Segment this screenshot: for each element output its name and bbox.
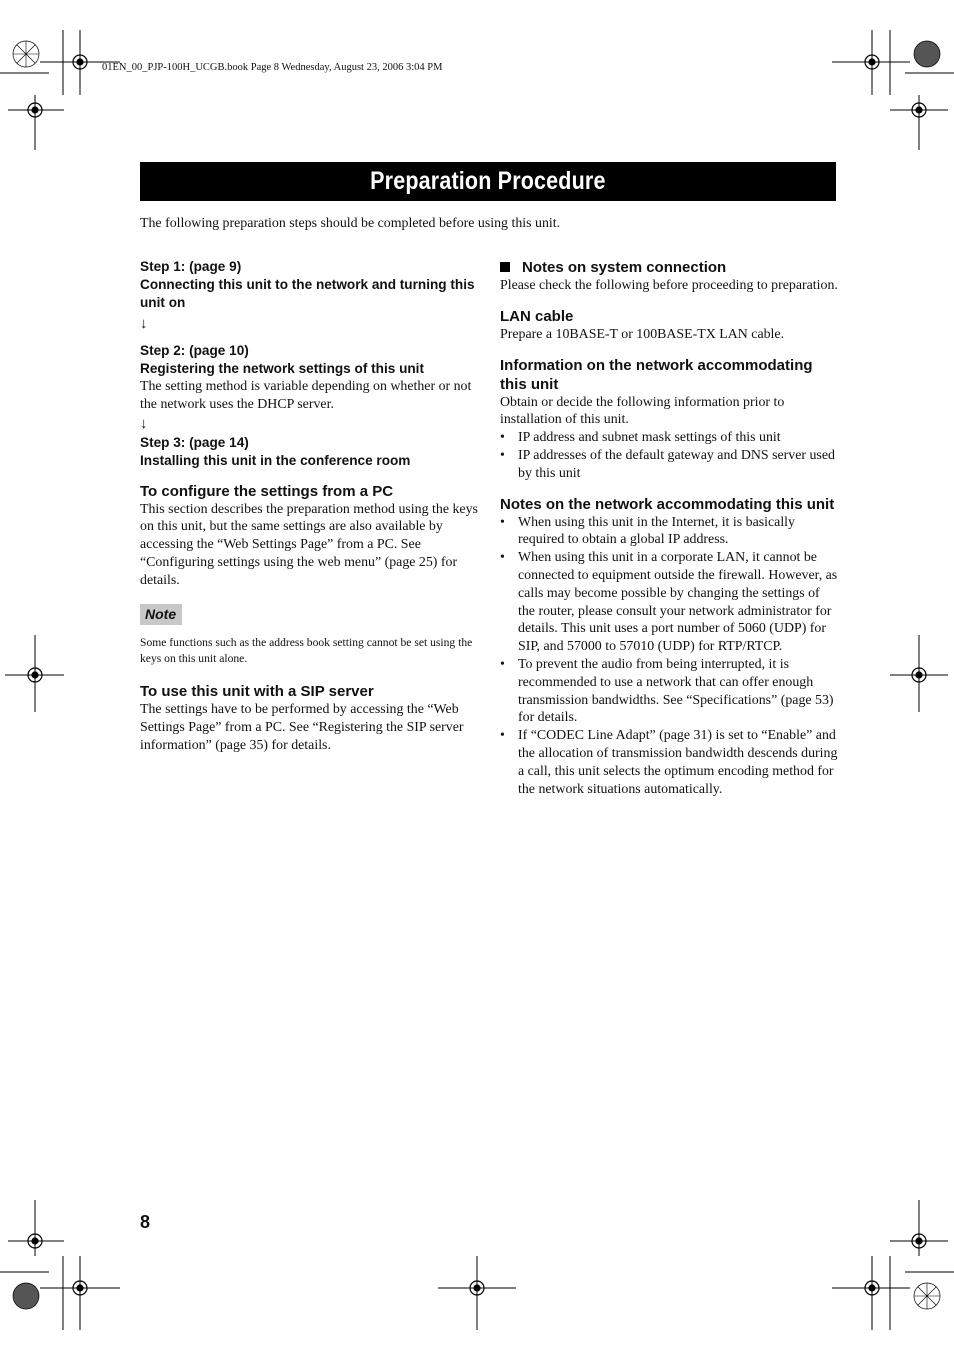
step-3-label: Step 3: (page 14) bbox=[140, 434, 249, 450]
note-label: Note bbox=[140, 604, 182, 625]
lan-cable-heading: LAN cable bbox=[500, 307, 574, 325]
square-bullet-icon bbox=[500, 262, 510, 272]
note-text: Some functions such as the address book setting cannot be set using the keys on this unit alone. bbox=[140, 635, 473, 666]
network-notes-list bbox=[500, 514, 840, 799]
list-item: • When using this unit in the Internet, it is basically required to obtain a global IP address. bbox=[500, 514, 840, 550]
lan-cable-text: Prepare a 10BASE-T or 100BASE-TX LAN cable. bbox=[500, 326, 785, 342]
system-connection-heading bbox=[500, 258, 840, 277]
network-info-text: Obtain or decide the following information prior to installation of this unit. bbox=[500, 394, 785, 428]
step-2-description: The setting method is variable depending on whether or not the network uses the DHCP server. bbox=[140, 379, 472, 412]
list-item: • When using this unit in a corporate LAN, it cannot be connected to equipment outside the firewall. However, as calls may become possible by changing the settings of the router, please consult your network administrator for details. This unit uses a port number of 5060 (UDP) for SIP, and 57000 to 57010 (UDP) for RTP/RTCP. bbox=[500, 549, 840, 656]
page-number: 8 bbox=[140, 1212, 151, 1232]
list-item: • IP addresses of the default gateway and DNS server used by this unit bbox=[500, 447, 840, 483]
list-item: • IP address and subnet mask settings of this unit bbox=[500, 429, 840, 447]
configure-pc-heading: To configure the settings from a PC bbox=[140, 482, 394, 500]
step-1-title: Connecting this unit to the network and turning this unit on bbox=[140, 277, 475, 310]
right-column bbox=[500, 258, 840, 798]
left-column bbox=[140, 258, 480, 755]
network-notes-heading: Notes on the network accommodating this unit bbox=[500, 495, 835, 513]
sip-text: The settings have to be performed by accessing the “Web Settings Page” from a PC. See “Registering the SIP server information” (page 35) for details. bbox=[140, 702, 464, 753]
list-item: • If “CODEC Line Adapt” (page 31) is set to “Enable” and the allocation of transmission bandwidth descends during a call, this unit selects the optimum encoding method for the network situations automatically. bbox=[500, 727, 840, 798]
intro-text: The following preparation steps should be completed before using this unit. bbox=[140, 216, 561, 231]
configure-pc-text: This section describes the preparation method using the keys on this unit, but the same settings are also available by accessing the “Web Settings Page” from a PC. See “Configuring settings using the web menu” (page 25) for details. bbox=[140, 501, 478, 588]
network-info-list bbox=[500, 429, 840, 482]
sip-heading: To use this unit with a SIP server bbox=[140, 683, 374, 701]
page-title-bar bbox=[140, 162, 836, 201]
page-title: Preparation Procedure bbox=[370, 167, 606, 195]
step-2-label: Step 2: (page 10) bbox=[140, 343, 249, 358]
step-3-title: Installing this unit in the conference room bbox=[140, 452, 411, 468]
system-connection-text: Please check the following before proceeding to preparation. bbox=[500, 278, 838, 293]
down-arrow-icon: ↓ bbox=[140, 316, 148, 332]
down-arrow-icon: ↓ bbox=[140, 415, 148, 432]
file-info-header: 01EN_00_PJP-100H_UCGB.book Page 8 Wednesday, August 23, 2006 3:04 PM bbox=[102, 62, 443, 73]
network-info-heading: Information on the network accommodating this unit bbox=[500, 356, 813, 393]
step-2-title: Registering the network settings of this unit bbox=[140, 361, 424, 376]
system-connection-heading-text: Notes on system connection bbox=[522, 259, 727, 276]
step-1-label: Step 1: (page 9) bbox=[140, 259, 242, 274]
list-item: • To prevent the audio from being interrupted, it is recommended to use a network that can offer enough transmission bandwidths. See “Specifications” (page 53) for details. bbox=[500, 656, 840, 727]
